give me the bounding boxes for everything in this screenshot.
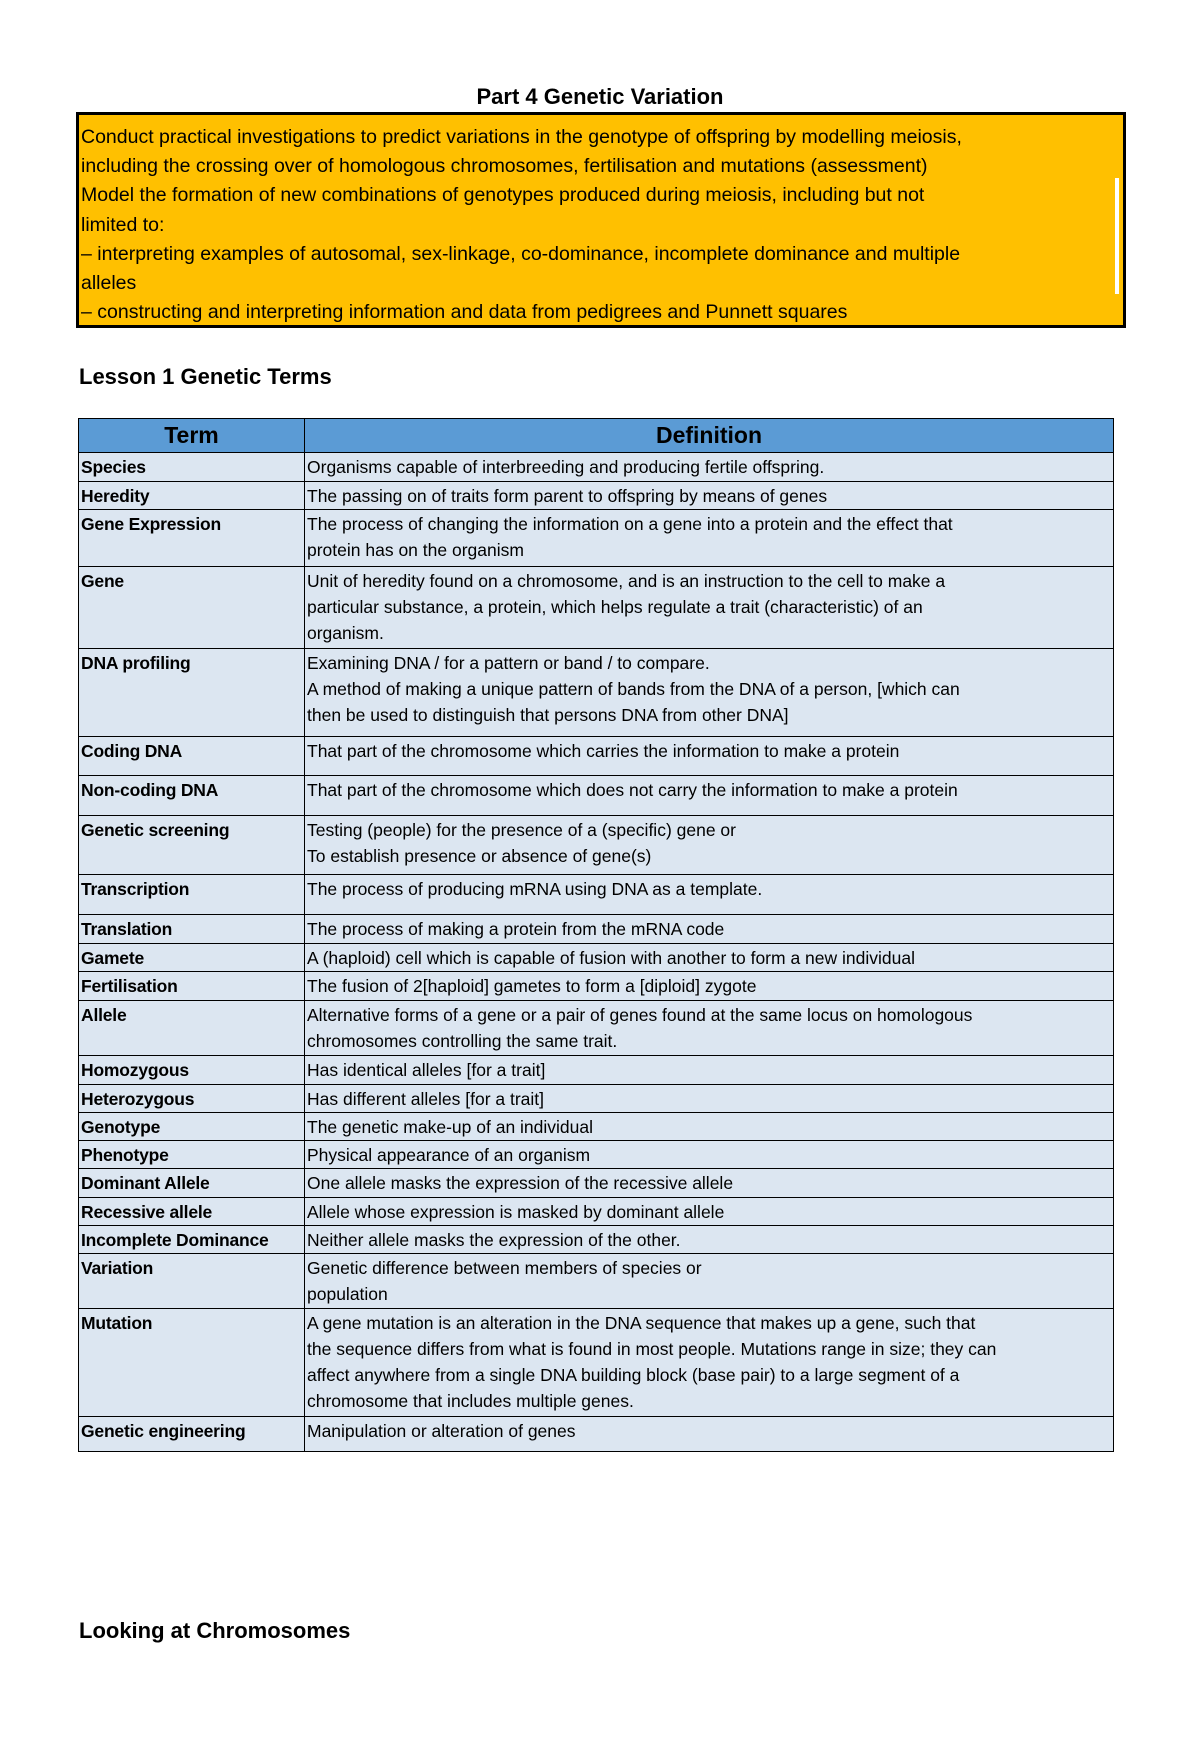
table-row — [79, 510, 1114, 567]
term-cell: Heredity — [79, 482, 305, 510]
definition-cell: The process of producing mRNA using DNA as a template. — [305, 875, 1114, 915]
definition-cell: Has identical alleles [for a trait] — [305, 1056, 1114, 1085]
term-cell: Transcription — [79, 875, 305, 915]
term-cell: Coding DNA — [79, 737, 305, 776]
definition-cell: Has different alleles [for a trait] — [305, 1085, 1114, 1113]
term-cell: Dominant Allele — [79, 1169, 305, 1198]
definition-column-header: Definition — [305, 419, 1114, 453]
term-cell: Heterozygous — [79, 1085, 305, 1113]
table-row — [79, 1056, 1114, 1085]
lesson-heading: Lesson 1 Genetic Terms — [79, 364, 332, 389]
table-row — [79, 453, 1114, 482]
table-row — [79, 567, 1114, 649]
term-cell: Non-coding DNA — [79, 776, 305, 816]
table-row — [79, 1085, 1114, 1113]
definition-cell: That part of the chromosome which carries the information to make a protein — [305, 737, 1114, 776]
table-row — [79, 972, 1114, 1001]
table-row — [79, 1141, 1114, 1169]
definition-cell: One allele masks the expression of the recessive allele — [305, 1169, 1114, 1198]
table-row — [79, 1198, 1114, 1226]
definition-cell: The process of making a protein from the mRNA code — [305, 915, 1114, 944]
table-row — [79, 875, 1114, 915]
outcome-line: including the crossing over of homologous chromosomes, fertilisation and mutations (assessment) — [81, 155, 928, 178]
table-row — [79, 1113, 1114, 1141]
table-row — [79, 1169, 1114, 1198]
term-cell: Gene — [79, 567, 305, 649]
term-cell: Genotype — [79, 1113, 305, 1141]
definition-cell: Unit of heredity found on a chromosome, and is an instruction to the cell to make a particular substance, a protein, which helps regulate a trait (characteristic) of an organism. — [305, 567, 1114, 649]
outcome-line: – constructing and interpreting information and data from pedigrees and Punnett squares — [81, 301, 848, 324]
definition-cell: Testing (people) for the presence of a (specific) gene or To establish presence or absence of gene(s) — [305, 816, 1114, 875]
term-cell: Phenotype — [79, 1141, 305, 1169]
term-cell: Genetic engineering — [79, 1417, 305, 1452]
table-row — [79, 1254, 1114, 1309]
table-row — [79, 776, 1114, 816]
table-row — [79, 482, 1114, 510]
term-cell: Allele — [79, 1001, 305, 1056]
table-row — [79, 1001, 1114, 1056]
term-cell: Translation — [79, 915, 305, 944]
definition-cell: Neither allele masks the expression of the other. — [305, 1226, 1114, 1254]
table-row — [79, 1417, 1114, 1452]
outcomes-box-notch — [1115, 178, 1119, 294]
definition-cell: Manipulation or alteration of genes — [305, 1417, 1114, 1452]
table-row — [79, 649, 1114, 737]
term-cell: Gamete — [79, 944, 305, 972]
definition-cell: A (haploid) cell which is capable of fusion with another to form a new individual — [305, 944, 1114, 972]
term-cell: DNA profiling — [79, 649, 305, 737]
definition-cell: Alternative forms of a gene or a pair of genes found at the same locus on homologous chromosomes controlling the same trait. — [305, 1001, 1114, 1056]
outcome-line: – interpreting examples of autosomal, sex-linkage, co-dominance, incomplete dominance and multiple — [81, 242, 961, 265]
definition-cell: Organisms capable of interbreeding and producing fertile offspring. — [305, 453, 1114, 482]
definition-cell: The passing on of traits form parent to offspring by means of genes — [305, 482, 1114, 510]
definition-cell: Genetic difference between members of species or population — [305, 1254, 1114, 1309]
term-cell: Recessive allele — [79, 1198, 305, 1226]
definition-cell: The fusion of 2[haploid] gametes to form a [diploid] zygote — [305, 972, 1114, 1001]
definition-cell: That part of the chromosome which does not carry the information to make a protein — [305, 776, 1114, 816]
term-cell: Incomplete Dominance — [79, 1226, 305, 1254]
definition-cell: Examining DNA / for a pattern or band / to compare. A method of making a unique pattern of bands from the DNA of a person, [which can then be used to distinguish that persons DNA from other DNA] — [305, 649, 1114, 737]
section-heading: Looking at Chromosomes — [79, 1618, 351, 1643]
term-column-header: Term — [79, 419, 305, 453]
outcome-line: limited to: — [81, 213, 165, 236]
outcome-line: alleles — [81, 272, 137, 295]
page-title: Part 4 Genetic Variation — [476, 84, 724, 109]
definition-cell: Allele whose expression is masked by dominant allele — [305, 1198, 1114, 1226]
term-cell: Mutation — [79, 1309, 305, 1417]
definition-cell: The genetic make-up of an individual — [305, 1113, 1114, 1141]
table-header-row — [79, 419, 1114, 453]
table-row — [79, 1226, 1114, 1254]
outcome-line: Model the formation of new combinations of genotypes produced during meiosis, including but not — [81, 184, 925, 207]
genetic-terms-table — [78, 418, 1114, 1452]
term-cell: Variation — [79, 1254, 305, 1309]
outcome-line: Conduct practical investigations to predict variations in the genotype of offspring by modelling meiosis, — [81, 126, 962, 148]
table-row — [79, 737, 1114, 776]
definition-cell: The process of changing the information on a gene into a protein and the effect that protein has on the organism — [305, 510, 1114, 567]
table-row — [79, 1309, 1114, 1417]
term-cell: Genetic screening — [79, 816, 305, 875]
table-row — [79, 816, 1114, 875]
table-row — [79, 944, 1114, 972]
definition-cell: Physical appearance of an organism — [305, 1141, 1114, 1169]
syllabus-outcomes-box — [76, 112, 1126, 328]
table-row — [79, 915, 1114, 944]
term-cell: Fertilisation — [79, 972, 305, 1001]
term-cell: Gene Expression — [79, 510, 305, 567]
term-cell: Homozygous — [79, 1056, 305, 1085]
term-cell: Species — [79, 453, 305, 482]
definition-cell: A gene mutation is an alteration in the DNA sequence that makes up a gene, such that the sequence differs from what is found in most people. Mutations range in size; they can affect anywhere from a single DNA building block (base pair) to a large segment of a chromosome that includes multiple genes. — [305, 1309, 1114, 1417]
